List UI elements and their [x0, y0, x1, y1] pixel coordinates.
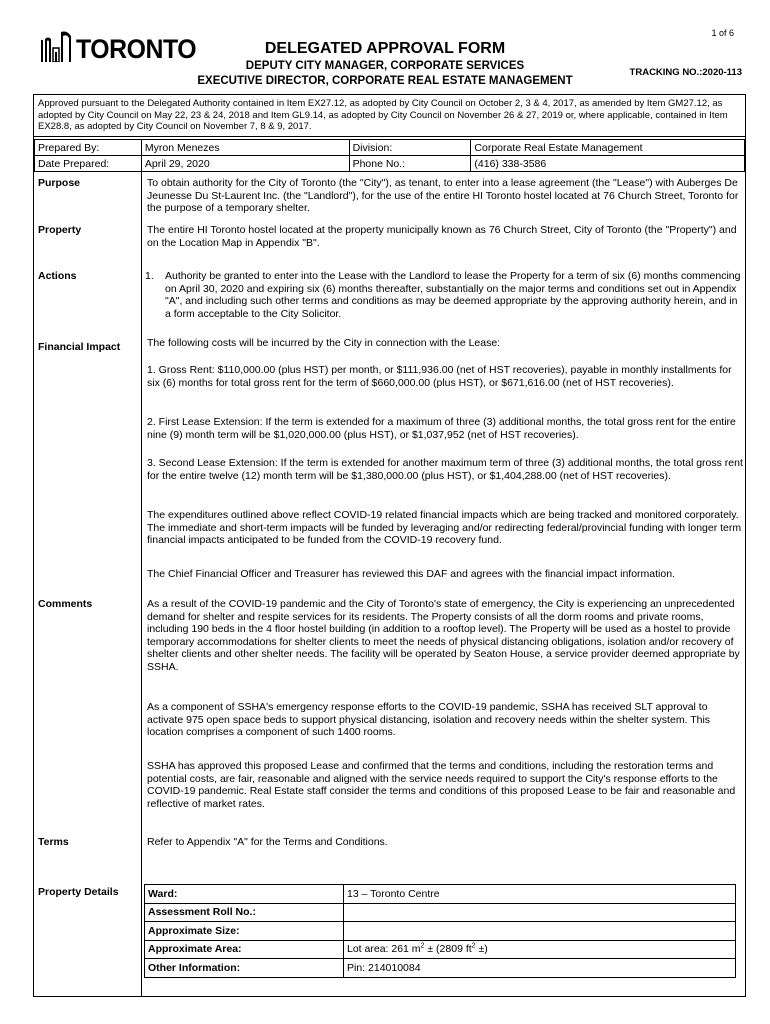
form-subtitle-1: DEPUTY CITY MANAGER, CORPORATE SERVICES [245, 60, 525, 72]
financial-text-4: 3. Second Lease Extension: If the term is extended for another maximum term of three (3) additional months, the total gross rent for the entire twelve (12) month term will be $1,380,000.00 (plus HST), or $1,404,288.00 (net of HST recoveries). [147, 457, 743, 482]
form-subtitle-2: EXECUTIVE DIRECTOR, CORPORATE REAL ESTATE MANAGEMENT [197, 75, 573, 87]
division-label: Division: [349, 140, 471, 156]
area-suffix: ±) [475, 943, 488, 956]
ward-label: Ward: [145, 885, 344, 904]
financial-text-6: The Chief Financial Officer and Treasurer has reviewed this DAF and agrees with the financial impact information. [147, 568, 675, 580]
property-text: The entire HI Toronto hostel located at the property municipally known as 76 Church Street, City of Toronto (the "Property") and on the Location Map in Appendix "B". [147, 224, 737, 249]
comments-text-3: SSHA has approved this proposed Lease and confirmed that the terms and conditions, including the restoration terms and potential costs, are fair, reasonable and aligned with the service needs required to support the City's response efforts to the COVID-19 pandemic. Real Estate staff consider the terms and conditions of this proposed Lease to be fair and reasonable and reflective of market rates. [147, 760, 736, 810]
approximate-area-value [344, 940, 736, 959]
other-information-value: Pin: 214010084 [344, 959, 736, 978]
area-prefix: Lot area: 261 m [347, 943, 421, 956]
form-frame [33, 94, 746, 997]
purpose-text: To obtain authority for the City of Toronto (the "City"), as tenant, to enter into a lease agreement (the "Lease") with Auberges De Jeunesse Du St-Laurent Inc. (the "Landlord"), for the use of the entire HI Toronto hostel located at 76 Church Street, Toronto for the purpose of a temporary shelter. [147, 177, 739, 214]
date-prepared-value: April 29, 2020 [141, 156, 349, 172]
table-row [145, 959, 736, 978]
table-row [145, 940, 736, 959]
purpose-label: Purpose [38, 177, 81, 189]
actions-item-text: Authority be granted to enter into the Lease with the Landlord to lease the Property for a term of six (6) months commencing on April 30, 2020 and expiring six (6) months thereafter, substantially on the major terms and conditions set out in Appendix "A", and including such other terms and conditions as may be deemed appropriate by the approving authority herein, and in a form acceptable to the City Solicitor. [165, 270, 741, 320]
financial-text-1: The following costs will be incurred by the City in connection with the Lease: [147, 337, 501, 349]
actions-label: Actions [38, 270, 77, 282]
tracking-number: TRACKING NO.:2020-113 [629, 67, 742, 78]
page-number: 1 of 6 [711, 28, 734, 38]
comments-text-2: As a component of SSHA's emergency response efforts to the COVID-19 pandemic, SSHA has received SLT approval to activate 975 open space beds to support physical distancing, isolation and recovery needs within the shelter system. This location comprises a component of such 1400 rooms. [147, 701, 711, 738]
table-row [145, 903, 736, 922]
ward-value: 13 – Toronto Centre [344, 885, 736, 904]
assessment-roll-value [344, 903, 736, 922]
property-label: Property [38, 224, 82, 236]
date-prepared-label: Date Prepared: [35, 156, 142, 172]
comments-text-1: As a result of the COVID-19 pandemic and the City of Toronto's state of emergency, the City is experiencing an unprecedented demand for shelter and respite services for its residents. The Property consists of all the dorm rooms and private rooms, including 190 beds in the 4 floor hostel building (in addition to a rooftop level). The Property will be used as a hostel to provide temporary accommodations for shelter clients to meet the needs of physical distancing obligations, isolation and/or recovery of shelter clients and other shelter needs. The facility will be operated by Seaton House, a service provider deemed appropriate by SSHA. [147, 598, 740, 673]
other-information-label: Other Information: [145, 959, 344, 978]
property-details-label: Property Details [38, 886, 119, 898]
actions-item-number: 1. [145, 270, 154, 282]
assessment-roll-label: Assessment Roll No.: [145, 903, 344, 922]
area-mid: ± (2809 ft [424, 943, 472, 956]
table-row [145, 885, 736, 904]
prepared-by-value: Myron Menezes [141, 140, 349, 156]
terms-text: Refer to Appendix "A" for the Terms and Conditions. [147, 836, 388, 848]
financial-text-5: The expenditures outlined above reflect COVID-19 related financial impacts which are being tracked and monitored corporately. The immediate and short-term impacts will be funded by leveraging and/or redirecting federal/provincial funding with longer term financial impacts anticipated to be funded from the COVID-19 recovery fund. [147, 509, 742, 546]
area-sup-1: 2 [420, 942, 425, 950]
financial-text-3: 2. First Lease Extension: If the term is extended for a maximum of three (3) additional months, the total gross rent for the entire nine (9) month term will be $1,020,000.00 (plus HST), or $1,037,952 (net of HST recoveries). [147, 416, 736, 441]
financial-impact-label: Financial Impact [38, 341, 121, 353]
phone-value: (416) 338-3586 [471, 156, 745, 172]
approximate-area-label: Approximate Area: [145, 940, 344, 959]
comments-label: Comments [38, 598, 93, 610]
approximate-size-value [344, 922, 736, 941]
phone-label: Phone No.: [349, 156, 471, 172]
approximate-size-label: Approximate Size: [145, 922, 344, 941]
financial-text-2: 1. Gross Rent: $110,000.00 (plus HST) per month, or $111,936.00 (net of HST recoveries), payable in monthly installments for six (6) months for total gross rent for the term of $660,000.00 (plus HST), or $671,616.00 (net of HST recoveries). [147, 364, 732, 389]
form-title: DELEGATED APPROVAL FORM [264, 40, 506, 57]
authority-preamble: Approved pursuant to the Delegated Authority contained in Item EX27.12, as adopted by City Council on October 2, 3 & 4, 2017, as amended by Item GM27.12, as adopted by City Council on May 22, 23 & 24, 2018 and Item GL9.14, as adopted by City Council on November 26 & 27, 2019 or, where applicable, contained in Item EX28.8, as adopted by City Council on November 7, 8 & 9, 2017. [34, 95, 745, 137]
terms-label: Terms [38, 836, 69, 848]
area-sup-2: 2 [471, 942, 476, 950]
table-row [145, 922, 736, 941]
division-value: Corporate Real Estate Management [471, 140, 745, 156]
prepared-by-label: Prepared By: [35, 140, 142, 156]
logo-wordmark: TORONTO [76, 34, 197, 64]
property-details-table [144, 884, 736, 978]
label-column-divider [141, 139, 142, 997]
actions-item [145, 270, 741, 320]
